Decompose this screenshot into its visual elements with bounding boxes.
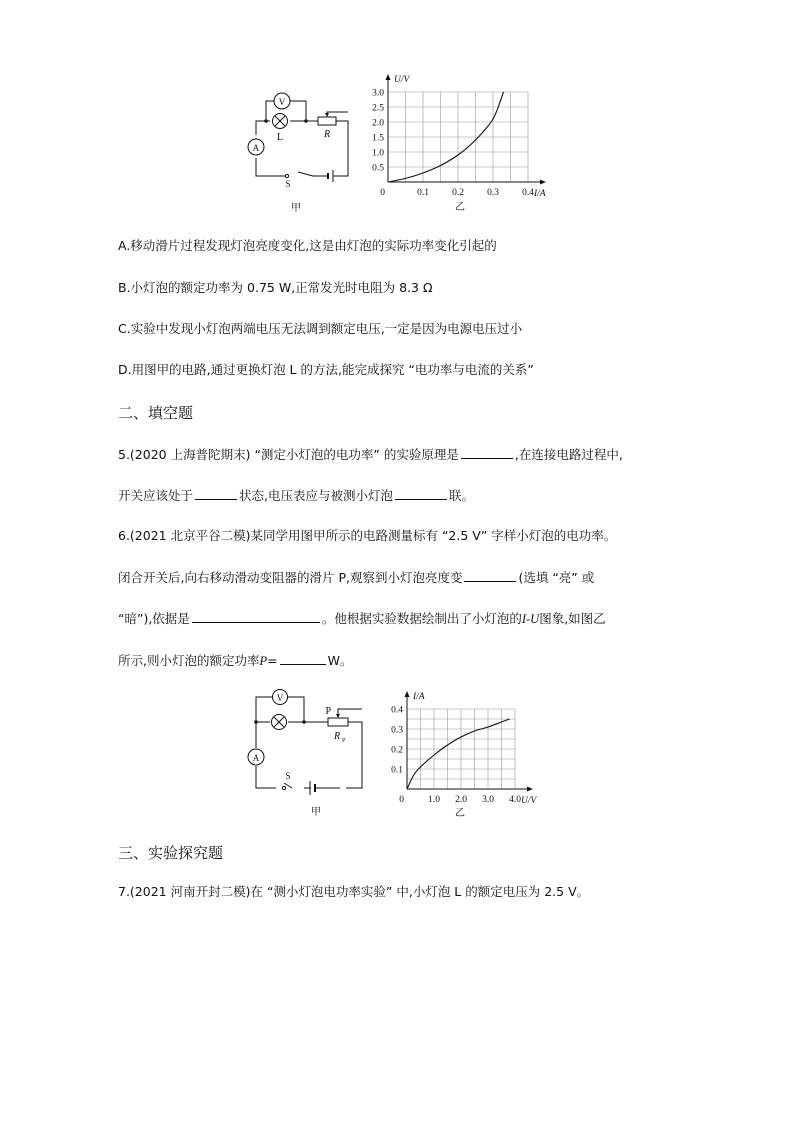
option-d: D.用图甲的电路,通过更换灯泡 L 的方法,能完成探究 “电功率与电流的关系” <box>118 362 534 377</box>
svg-text:R: R <box>334 731 341 742</box>
q6-text-3a: “暗”),依据是 <box>118 611 190 626</box>
voltmeter-2 <box>273 690 288 705</box>
q6-line-2 <box>118 569 594 586</box>
q5-text-1a: 5.(2020 上海普陀期末) “测定小灯泡的电功率” 的实验原理是 <box>118 447 459 462</box>
switch-label-1: S <box>285 179 291 189</box>
y-tick-label: 0.1 <box>391 765 403 776</box>
x-tick-label: 3.0 <box>482 795 494 805</box>
lamp-1 <box>273 114 288 144</box>
svg-text:R: R <box>323 129 331 140</box>
x-tick-label: 4.0 <box>509 795 521 805</box>
q6-iu-symbol: I-U <box>521 612 540 626</box>
svg-text:V: V <box>278 97 286 107</box>
y-axis-arrow <box>386 74 391 80</box>
q6-text-4a: 所示,则小灯泡的额定功率 <box>118 653 260 668</box>
q5-text-2c: 联。 <box>449 488 475 503</box>
caption-yi-1: 乙 <box>455 202 465 213</box>
y-axis-arrow <box>405 691 410 697</box>
x-tick-label: 0.3 <box>487 188 499 198</box>
x-tick-label: 0.4 <box>522 188 534 198</box>
x-axis-arrow <box>540 180 546 185</box>
svg-text:V: V <box>276 693 284 703</box>
svg-text:L: L <box>276 132 284 143</box>
q6-text-2b: (选填 “亮” 或 <box>518 570 595 585</box>
switch-label-2: S <box>285 771 291 781</box>
svg-text:P: P <box>342 738 346 744</box>
q5-line-1 <box>118 446 623 463</box>
caption-yi-2: 乙 <box>455 808 465 819</box>
y-tick-label: 0.4 <box>391 705 403 716</box>
q6-text-3b: 。他根据实验数据绘制出了小灯泡的 <box>321 611 522 626</box>
y-tick-label: 1.5 <box>372 133 384 144</box>
x-tick-label: 0.1 <box>417 188 429 198</box>
q6-line-4 <box>118 652 352 669</box>
y-tick-label: 1.0 <box>372 148 384 159</box>
y-tick-label: 3.0 <box>372 88 384 99</box>
q6-line-3 <box>118 610 606 627</box>
q6-p-symbol: P <box>259 654 268 668</box>
x-axis-arrow <box>527 787 533 792</box>
x-axis-label: U/V <box>521 796 537 806</box>
x-tick-label: 1.0 <box>428 795 440 805</box>
q5-text-1b: ,在连接电路过程中, <box>514 447 623 462</box>
origin-label: 0 <box>380 188 385 198</box>
circuit-2-diagram <box>236 684 376 819</box>
q6-blank-1[interactable] <box>464 569 516 582</box>
q6-text-4c: W。 <box>327 653 353 668</box>
y-tick-label: 0.3 <box>391 725 403 736</box>
graph-2 <box>385 686 560 821</box>
svg-text:A: A <box>252 143 260 153</box>
data-curve <box>407 719 510 789</box>
x-axis-label: I/A <box>534 189 546 199</box>
q7-line-1: 7.(2021 河南开封二模)在 “测小灯泡电功率实验” 中,小灯泡 L 的额定电压为 2.5 V。 <box>118 884 590 899</box>
option-c: C.实验中发现小灯泡两端电压无法调到额定电压,一定是因为电源电压过小 <box>118 321 523 336</box>
q6-text-2a: 闭合开关后,向右移动滑动变阻器的滑片 P,观察到小灯泡亮度变 <box>118 570 463 585</box>
q6-blank-3[interactable] <box>280 652 326 665</box>
svg-text:A: A <box>252 753 260 763</box>
caption-jia-2: 甲 <box>311 807 321 818</box>
y-tick-label: 2.5 <box>372 103 384 114</box>
voltmeter-1 <box>274 93 290 109</box>
q6-text-3c: 图象,如图乙 <box>539 611 606 626</box>
q6-blank-2[interactable] <box>192 610 320 623</box>
q5-text-2a: 开关应该处于 <box>118 488 194 503</box>
rheostat-2 <box>325 706 362 744</box>
ammeter-1 <box>248 139 264 155</box>
rheostat-1 <box>318 112 348 140</box>
option-b: B.小灯泡的额定功率为 0.75 W,正常发光时电阻为 8.3 Ω <box>118 280 433 295</box>
q6-line-1: 6.(2021 北京平谷二模)某同学用图甲所示的电路测量标有 “2.5 V” 字样小灯泡的电功率。 <box>118 528 617 543</box>
q5-line-2 <box>118 487 474 504</box>
svg-text:P: P <box>325 706 331 717</box>
caption-jia-1: 甲 <box>291 203 301 214</box>
lamp-2 <box>272 715 287 730</box>
ammeter-2 <box>248 749 264 765</box>
q6-text-4b: = <box>267 653 278 668</box>
origin-label: 0 <box>399 795 404 805</box>
x-tick-label: 0.2 <box>452 188 464 198</box>
q5-blank-1[interactable] <box>461 446 513 459</box>
graph-1 <box>360 60 550 220</box>
q5-blank-3[interactable] <box>395 487 447 500</box>
x-tick-label: 2.0 <box>455 795 467 805</box>
section-2-title: 二、填空题 <box>118 404 194 422</box>
y-tick-label: 0.5 <box>372 163 384 174</box>
y-axis-label: U/V <box>394 75 410 85</box>
section-3-title: 三、实验探究题 <box>118 844 224 862</box>
circuit-1-diagram <box>230 80 370 220</box>
y-tick-label: 2.0 <box>372 118 384 129</box>
q5-blank-2[interactable] <box>195 487 237 500</box>
q5-text-2b: 状态,电压表应与被测小灯泡 <box>239 488 393 503</box>
y-tick-label: 0.2 <box>391 745 403 756</box>
y-axis-label: I/A <box>413 692 425 702</box>
option-a: A.移动滑片过程发现灯泡亮度变化,这是由灯泡的实际功率变化引起的 <box>118 238 497 253</box>
